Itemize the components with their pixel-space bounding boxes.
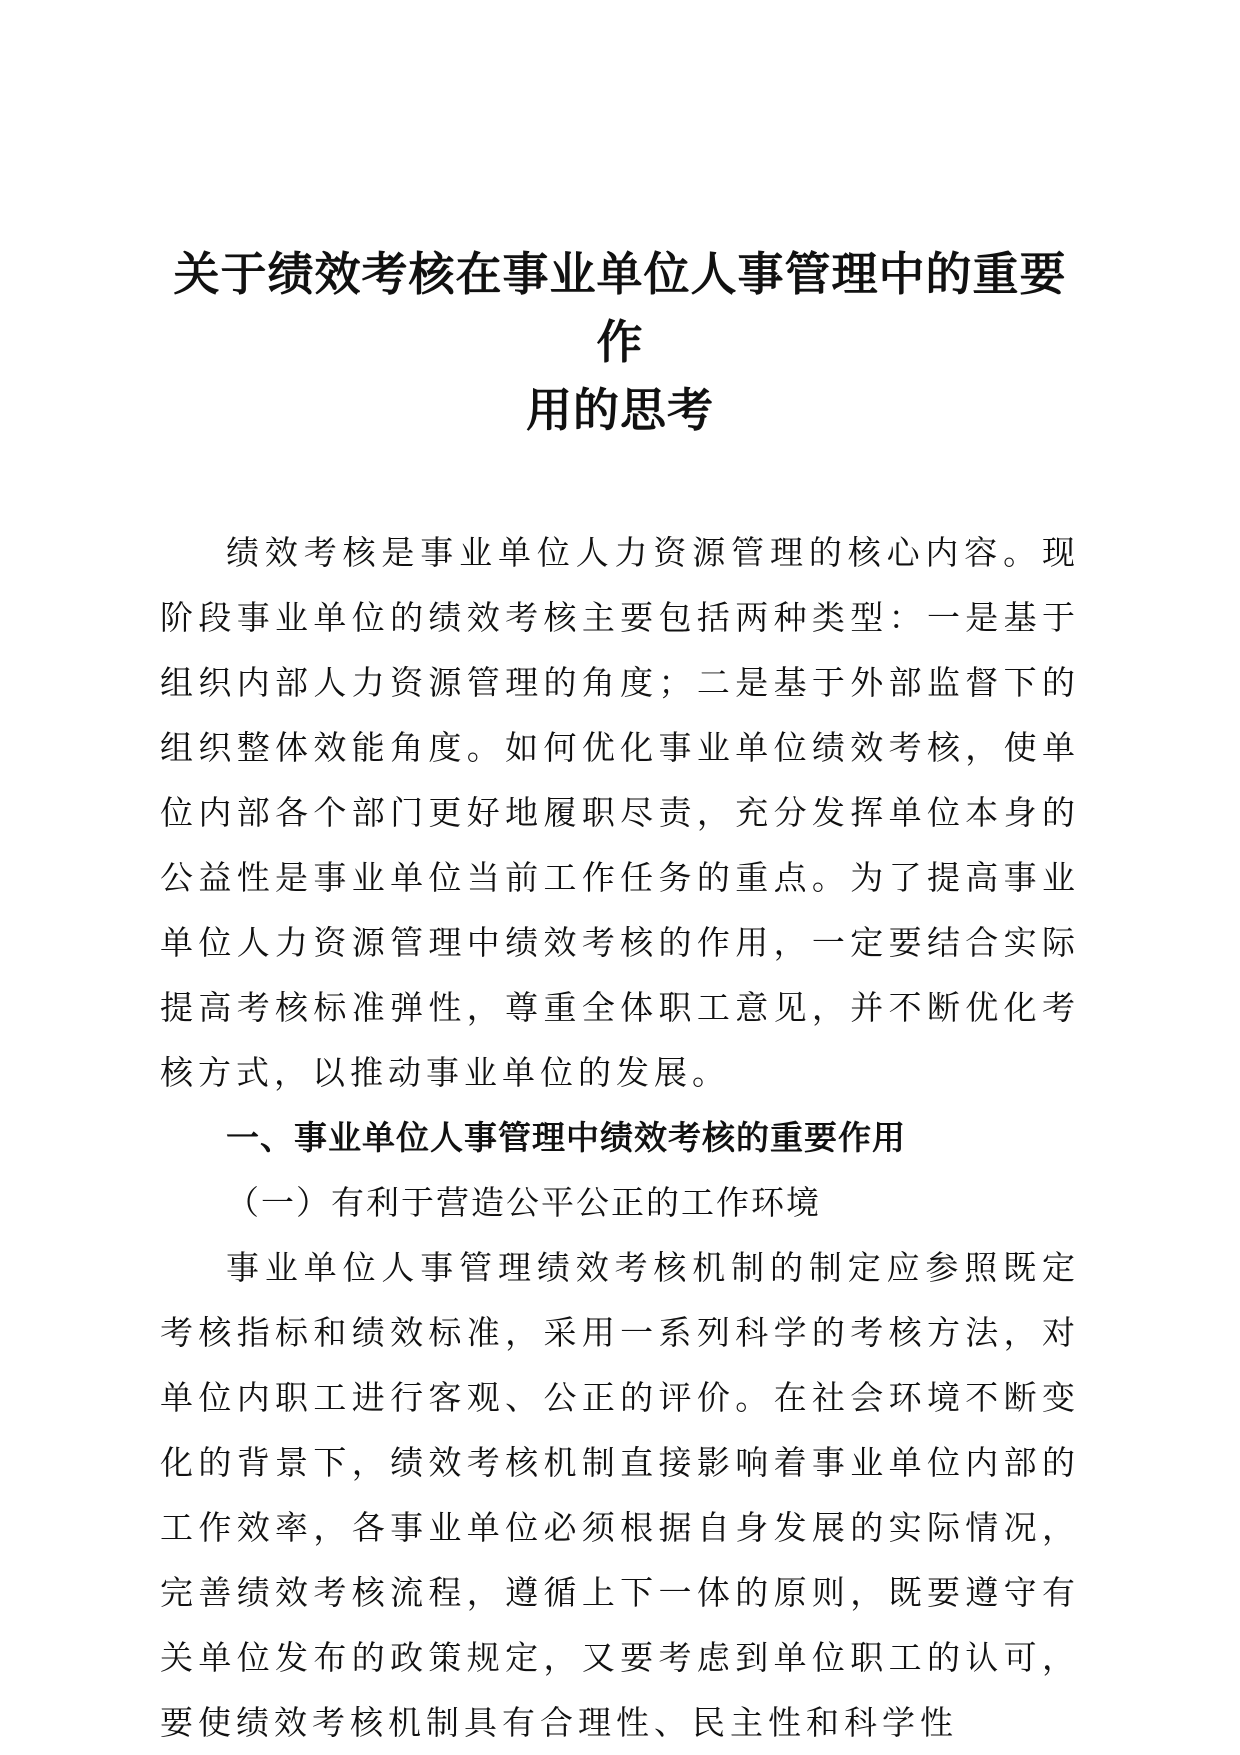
- intro-paragraph: 绩效考核是事业单位人力资源管理的核心内容。现阶段事业单位的绩效考核主要包括两种类型：一是基于组织内部人力资源管理的角度；二是基于外部监督下的组织整体效能角度。如何优化事业单位绩效考核，使单位内部各个部门更好地履职尽责，充分发挥单位本身的公益性是事业单位当前工作任务的重点。为了提高事业单位人力资源管理中绩效考核的作用，一定要结合实际提高考核标准弹性，尊重全体职工意见，并不断优化考核方式，以推动事业单位的发展。: [160, 533, 1080, 1092]
- subsection-heading: （一）有利于营造公平公正的工作环境: [226, 1183, 821, 1222]
- title-line-2: 用的思考: [526, 383, 714, 437]
- document-page: [160, 240, 1080, 1755]
- document-title: [160, 240, 1080, 444]
- body-paragraph: 事业单位人事管理绩效考核机制的制定应参照既定考核指标和绩效标准，采用一系列科学的考核方法，对单位内职工进行客观、公正的评价。在社会环境不断变化的背景下，绩效考核机制直接影响着事业单位内部的工作效率，各事业单位必须根据自身发展的实际情况，完善绩效考核流程，遵循上下一体的原则，既要遵守有关单位发布的政策规定，又要考虑到单位职工的认可，要使绩效考核机制具有合理性、民主性和科学性: [160, 1248, 1080, 1742]
- title-line-1: 关于绩效考核在事业单位人事管理中的重要作: [173, 247, 1067, 369]
- section-heading: 一、事业单位人事管理中绩效考核的重要作用: [226, 1118, 906, 1157]
- document-body: [160, 520, 1080, 1755]
